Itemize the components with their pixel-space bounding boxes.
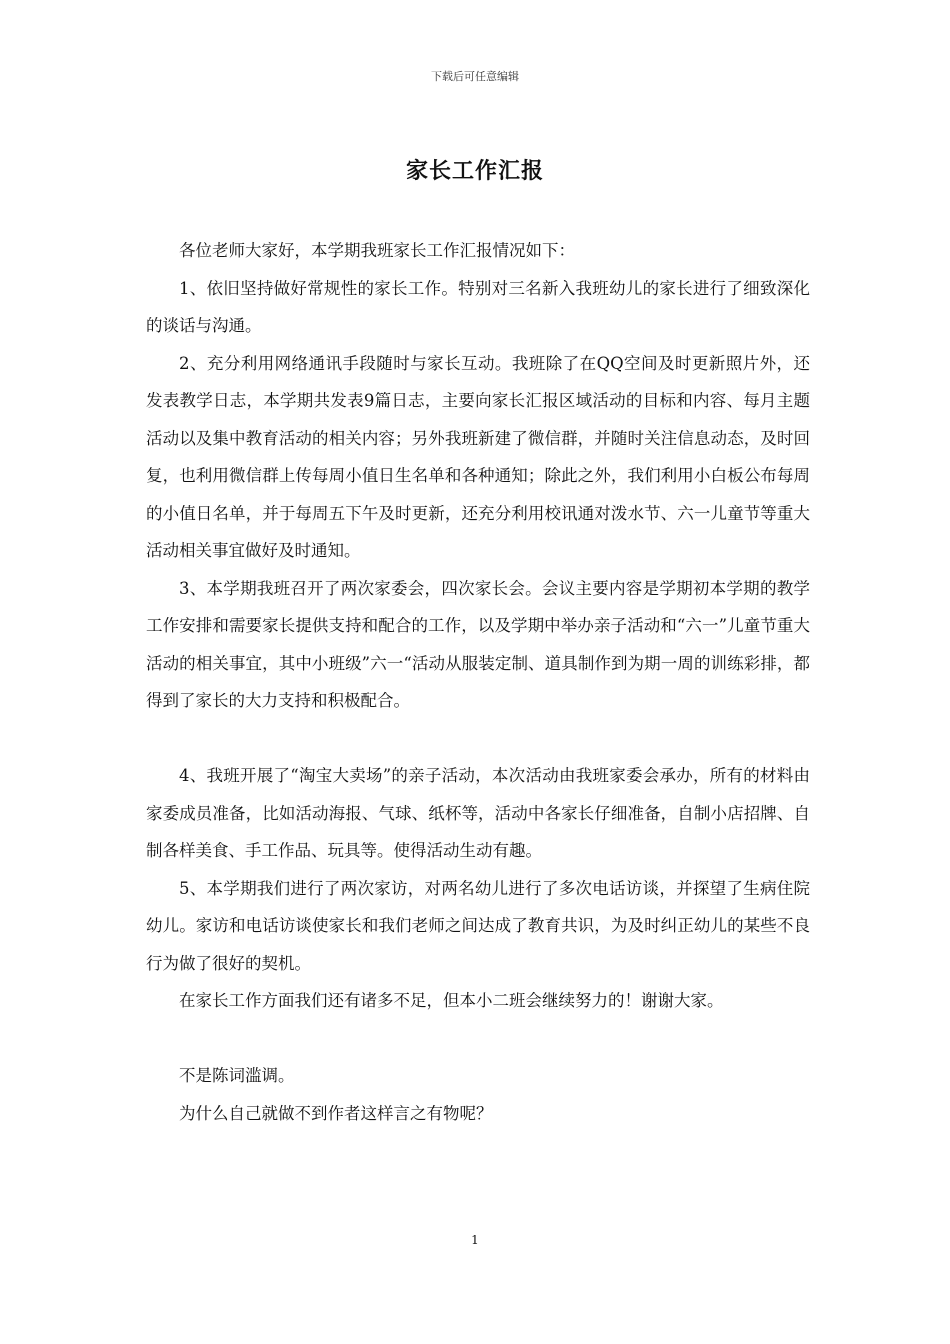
paragraph-intro: 各位老师大家好，本学期我班家长工作汇报情况如下：: [179, 241, 575, 260]
paragraph-note-1: 不是陈词滥调。: [179, 1066, 295, 1085]
paragraph-spacer: [146, 720, 810, 758]
paragraph-item-2: 2、充分利用网络通讯手段随时与家长互动。我班除了在QQ空间及时更新照片外，还发表教学日志，本学期共发表9篇日志，主要向家长汇报区域活动的目标和内容、每月主题活动以及集中教育活动的相关内容；另外我班新建了微信群，并随时关注信息动态，及时回复，也利用微信群上传每周小值日生名单和各种通知；除此之外，我们利用小白板公布每周的小值日名单，并于每周五下午及时更新，还充分利用校讯通对泼水节、六一儿童节等重大活动相关事宜做好及时通知。: [146, 353, 810, 560]
paragraph-item-5: 5、本学期我们进行了两次家访，对两名幼儿进行了多次电话访谈，并探望了生病住院幼儿。家访和电话访谈使家长和我们老师之间达成了教育共识，为及时纠正幼儿的某些不良行为做了很好的契机。: [146, 878, 810, 973]
paragraph-item-4: 4、我班开展了“淘宝大卖场”的亲子活动，本次活动由我班家委会承办，所有的材料由家委成员准备，比如活动海报、气球、纸杯等，活动中各家长仔细准备，自制小店招牌、自制各样美食、手工作品、玩具等。使得活动生动有趣。: [146, 766, 810, 860]
paragraph-note-2: 为什么自己就做不到作者这样言之有物呢？: [179, 1103, 493, 1123]
paragraph-item-1: 1、依旧坚持做好常规性的家长工作。特别对三名新入我班幼儿的家长进行了细致深化的谈话与沟通。: [146, 278, 810, 335]
page-header: 下载后可任意编辑: [431, 70, 519, 83]
document-body: [146, 232, 810, 1132]
paragraph-spacer: [146, 1020, 810, 1058]
page-number: 1: [471, 1233, 479, 1247]
document-title: 家长工作汇报: [405, 158, 544, 184]
paragraph-item-3: 3、本学期我班召开了两次家委会，四次家长会。会议主要内容是学期初本学期的教学工作安排和需要家长提供支持和配合的工作，以及学期中举办亲子活动和“六一”儿童节重大活动的相关事宜，其中小班级”六一“活动从服装定制、道具制作到为期一周的训练彩排，都得到了家长的大力支持和积极配合。: [146, 578, 810, 710]
paragraph-closing: 在家长工作方面我们还有诸多不足，但本小二班会继续努力的！谢谢大家。: [179, 991, 724, 1010]
